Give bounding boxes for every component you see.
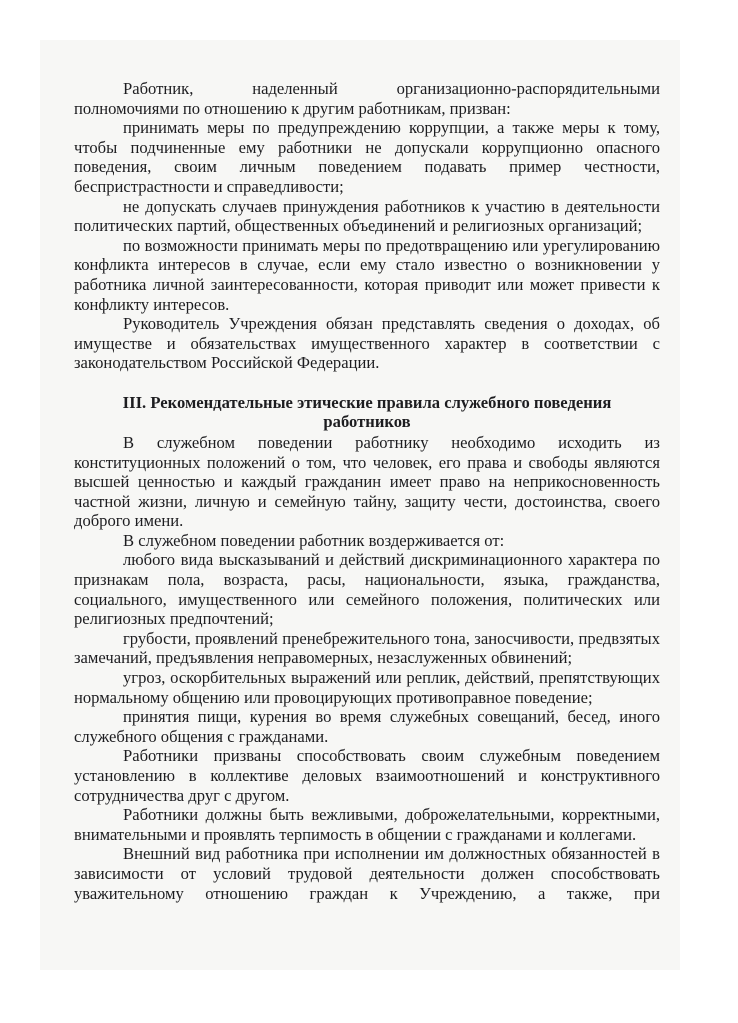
paragraph: любого вида высказываний и действий дискриминационного характера по признакам пола, возраста, расы, национальности, языка, гражданства, социального, имущественного или семейного положения, политических или религиозных предпочтений; [74,550,660,629]
paragraph: В служебном поведении работнику необходимо исходить из конституционных положений о том, что человек, его права и свободы являются высшей ценностью и каждый гражданин имеет право на неприкосновенность частной жизни, личную и семейную тайну, защиту чести, достоинства, своего доброго имени. [74,432,660,531]
spacer [74,373,660,393]
paragraph: принимать меры по предупреждению коррупции, а также меры к тому, чтобы подчиненные ему работники не допускали коррупционно опасного поведения, своим личным поведением подавать пример честности, беспристрастности и справедливости; [74,118,660,196]
paragraph: по возможности принимать меры по предотвращению или урегулированию конфликта интересов в случае, если ему стало известно о возникновении у работника личной заинтересованности, которая приводит или может привести к конфликту интересов. [74,235,660,314]
paragraph: не допускать случаев принуждения работников к участию в деятельности политических партий, общественных объединений и религиозных организаций; [74,196,660,236]
paragraph: В служебном поведении работник воздерживается от: [123,530,505,550]
paragraph: Работник, наделенный организационно-распорядительными [123,79,660,98]
paragraph: принятия пищи, курения во время служебных совещаний, бесед, иного служебного общения с гражданами. [74,707,660,746]
paragraph: Работники призваны способствовать своим служебным поведением установлению в коллективе деловых взаимоотношений и конструктивного сотрудничества друг с другом. [74,746,660,805]
paragraph: Руководитель Учреждения обязан представлять сведения о доходах, об имуществе и обязательствах имущественного характер в соответствии с законодательством Российской Федерации. [74,314,660,373]
paragraph: угроз, оскорбительных выражений или реплик, действий, препятствующих нормальному общению или провоцирующих противоправное поведение; [74,668,660,707]
document-body [74,79,660,903]
section-heading-line: работников [323,411,411,431]
paragraph: полномочиями по отношению к другим работникам, призван: [74,98,511,118]
paragraph: грубости, проявлений пренебрежительного тона, заносчивости, предвзятых замечаний, предъявления неправомерных, незаслуженных обвинений; [74,628,660,668]
section-heading-line: III. Рекомендательные этические правила служебного поведения [122,392,612,412]
section-heading [74,393,660,431]
paragraph: Работники должны быть вежливыми, доброжелательными, корректными, внимательными и проявлять терпимость в общении с гражданами и коллегами. [74,805,660,844]
paragraph: Внешний вид работника при исполнении им должностных обязанностей в зависимости от условий трудовой деятельности должен способствовать уважительному отношению граждан к Учреждению, а также, при [74,844,660,903]
